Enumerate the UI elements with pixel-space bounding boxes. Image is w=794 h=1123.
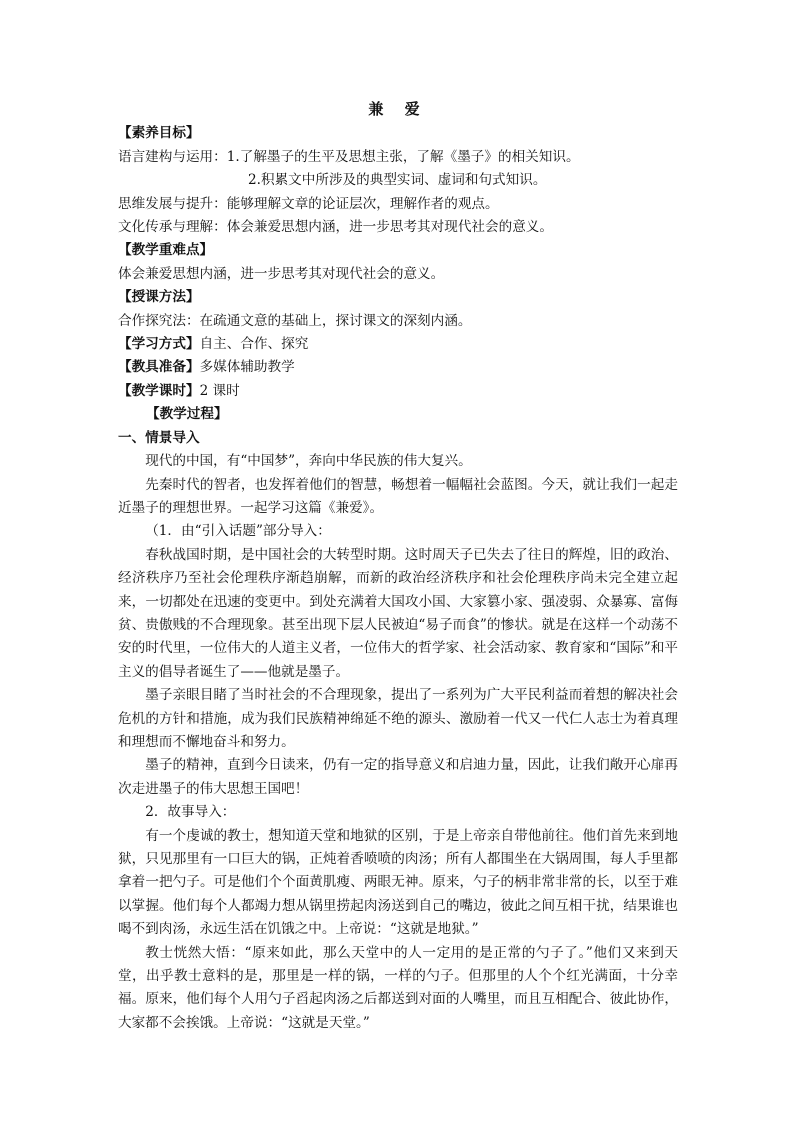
page-title: 兼 爱 — [368, 100, 428, 118]
class-hours-header: 【教学课时】 — [118, 382, 200, 399]
document-page — [118, 98, 678, 1035]
goal-4: 文化传承与理解：体会兼爱思想内涵，进一步思考其对现代社会的意义。 — [118, 219, 553, 236]
paragraph-2: 先秦时代的智者，也发挥着他们的智慧，畅想着一幅幅社会蓝图。今天，就让我们一起走近墨子的理想世界。一起学习这篇《兼爱》。 — [118, 476, 678, 516]
paragraph-5: 墨子亲眼目睹了当时社会的不合理现象，提出了一系列为广大平民利益而着想的解决社会危机的方针和措施，成为我们民族精神绵延不绝的源头、激励着一代又一代仁人志士为着真理和理想而不懈地奋斗和努力。 — [118, 687, 678, 750]
teaching-tools-line — [118, 356, 678, 379]
key-points-text: 体会兼爱思想内涵，进一步思考其对现代社会的意义。 — [118, 265, 445, 282]
paragraph-4: 春秋战国时期，是中国社会的大转型时期。这时周天子已失去了往日的辉煌，旧的政治、经济秩序乃至社会伦理秩序渐趋崩解，而新的政治经济秩序和社会伦理秩序尚未完全建立起来，一切都处在迅速的变更中。到处充满着大国攻小国、大家篡小家、强凌弱、众暴寡、富侮贫、贵傲贱的不合理现象。甚至出现下层人民被迫“易子而食”的惨状。就是在这样一个动荡不安的时代里，一位伟大的人道主义者，一位伟大的哲学家、社会活动家、教育家和“国际”和平主义的倡导者诞生了——他就是墨子。 — [118, 546, 678, 680]
class-hours-line — [118, 380, 678, 403]
teaching-method-text: 合作探究法：在疏通文意的基础上，探讨课文的深刻内涵。 — [118, 312, 472, 329]
paragraph-6: 墨子的精神，直到今日读来，仍有一定的指导意义和启迪力量，因此，让我们敞开心扉再次走进墨子的伟大思想王国吧！ — [118, 757, 678, 797]
teaching-process-header: 【教学过程】 — [146, 406, 228, 423]
goal-1: 语言建构与运用：1.了解墨子的生平及思想主张，了解《墨子》的相关知识。 — [118, 148, 580, 165]
study-style-line — [118, 333, 678, 356]
goal-3: 思维发展与提升：能够理解文章的论证层次，理解作者的观点。 — [118, 195, 499, 212]
part1-header: 一、情景导入 — [118, 429, 200, 446]
key-points-header: 【教学重难点】 — [118, 242, 214, 259]
goals-header: 【素养目标】 — [118, 125, 200, 142]
study-style-text: 自主、合作、探究 — [199, 336, 309, 353]
teaching-tools-text: 多媒体辅助教学 — [199, 359, 295, 376]
paragraph-9: 教士恍然大悟：“原来如此，那么天堂中的人一定用的是正常的勺子了。”他们又来到天堂，出乎教士意料的是，那里是一样的锅，一样的勺子。但那里的人个个红光满面，十分幸福。原来，他们每个人用勺子舀起肉汤之后都送到对面的人嘴里，而且互相配合、彼此协作，大家都不会挨饿。上帝说：“这就是天堂。” — [118, 944, 678, 1031]
teaching-method-header: 【授课方法】 — [118, 289, 200, 306]
class-hours-text: 2 课时 — [199, 382, 240, 399]
paragraph-1: 现代的中国，有“中国梦”，奔向中华民族的伟大复兴。 — [145, 453, 472, 470]
study-style-header: 【学习方式】 — [118, 336, 200, 353]
paragraph-8: 有一个虔诚的教士，想知道天堂和地狱的区别，于是上帝亲自带他前往。他们首先来到地狱，只见那里有一口巨大的锅，正炖着香喷喷的肉汤；所有人都围坐在大锅周围，每人手里都拿着一把勺子。可是他们个个面黄肌瘦、两眼无神。原来，勺子的柄非常非常的长，以至于难以掌握。他们每个人都竭力想从锅里捞起肉汤送到自己的嘴边，彼此之间互相干扰，结果谁也喝不到肉汤，永远生活在饥饿之中。上帝说：“这就是地狱。” — [118, 827, 678, 938]
goal-2: 2.积累文中所涉及的典型实词、虚词和句式知识。 — [248, 172, 547, 189]
paragraph-7: 2．故事导入： — [145, 804, 236, 821]
paragraph-3: （1．由“引入话题”部分导入： — [145, 523, 331, 540]
teaching-tools-header: 【教具准备】 — [118, 359, 200, 376]
